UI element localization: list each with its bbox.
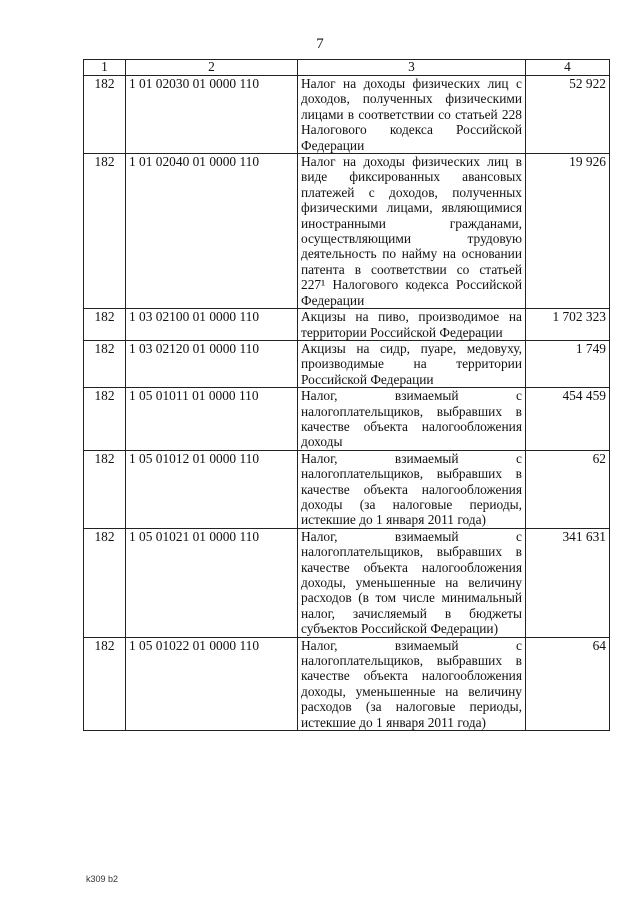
admin-code-cell: 182 [84,154,126,309]
footer-code: k309 b2 [86,874,119,884]
column-header-3: 3 [298,60,526,76]
budget-code-cell: 1 05 01022 01 0000 110 [126,637,298,730]
description-cell: Акцизы на пиво, производимое на территории Российской Федерации [298,309,526,341]
budget-code-cell: 1 03 02100 01 0000 110 [126,309,298,341]
description-cell: Налог на доходы физических лиц в виде фиксированных авансовых платежей с доходов, полученных физическими лицами, являющимися иностранными гражданами, осуществляющими трудовую деятельность по найму на основании патента в соответствии со статьей 227¹ Налогового кодекса Российской Федерации [298,154,526,309]
admin-code-cell: 182 [84,76,126,154]
budget-code-cell: 1 05 01012 01 0000 110 [126,450,298,528]
amount-cell: 52 922 [526,76,610,154]
table-row [84,450,610,528]
amount-cell: 64 [526,637,610,730]
table-row [84,154,610,309]
table-row [84,637,610,730]
budget-code-cell: 1 01 02040 01 0000 110 [126,154,298,309]
column-header-4: 4 [526,60,610,76]
description-cell: Налог на доходы физических лиц с доходов, полученных физическими лицами в соответствии со статьей 228 Налогового кодекса Российской Федерации [298,76,526,154]
admin-code-cell: 182 [84,637,126,730]
admin-code-cell: 182 [84,528,126,637]
description-cell: Налог, взимаемый с налогоплательщиков, выбравших в качестве объекта налогообложения доходы [298,388,526,451]
amount-cell: 62 [526,450,610,528]
description-cell: Акцизы на сидр, пуаре, медовуху, производимые на территории Российской Федерации [298,340,526,387]
table-row [84,309,610,341]
budget-code-cell: 1 05 01011 01 0000 110 [126,388,298,451]
amount-cell: 19 926 [526,154,610,309]
admin-code-cell: 182 [84,450,126,528]
admin-code-cell: 182 [84,388,126,451]
description-cell: Налог, взимаемый с налогоплательщиков, выбравших в качестве объекта налогообложения доходы, уменьшенные на величину расходов (в том числе минимальный налог, зачисляемый в бюджеты субъектов Российской Федерации) [298,528,526,637]
table-row [84,388,610,451]
budget-code-cell: 1 01 02030 01 0000 110 [126,76,298,154]
table-header-row [84,60,610,76]
description-cell: Налог, взимаемый с налогоплательщиков, выбравших в качестве объекта налогообложения доходы, уменьшенные на величину расходов (за налоговые периоды, истекшие до 1 января 2011 года) [298,637,526,730]
admin-code-cell: 182 [84,340,126,387]
table-row [84,340,610,387]
table-row [84,76,610,154]
amount-cell: 1 702 323 [526,309,610,341]
page-number: 7 [316,36,324,52]
column-header-1: 1 [84,60,126,76]
description-cell: Налог, взимаемый с налогоплательщиков, выбравших в качестве объекта налогообложения доходы (за налоговые периоды, истекшие до 1 января 2011 года) [298,450,526,528]
admin-code-cell: 182 [84,309,126,341]
table-row [84,528,610,637]
amount-cell: 341 631 [526,528,610,637]
budget-code-cell: 1 03 02120 01 0000 110 [126,340,298,387]
budget-code-cell: 1 05 01021 01 0000 110 [126,528,298,637]
amount-cell: 1 749 [526,340,610,387]
amount-cell: 454 459 [526,388,610,451]
revenue-table [83,59,610,731]
column-header-2: 2 [126,60,298,76]
